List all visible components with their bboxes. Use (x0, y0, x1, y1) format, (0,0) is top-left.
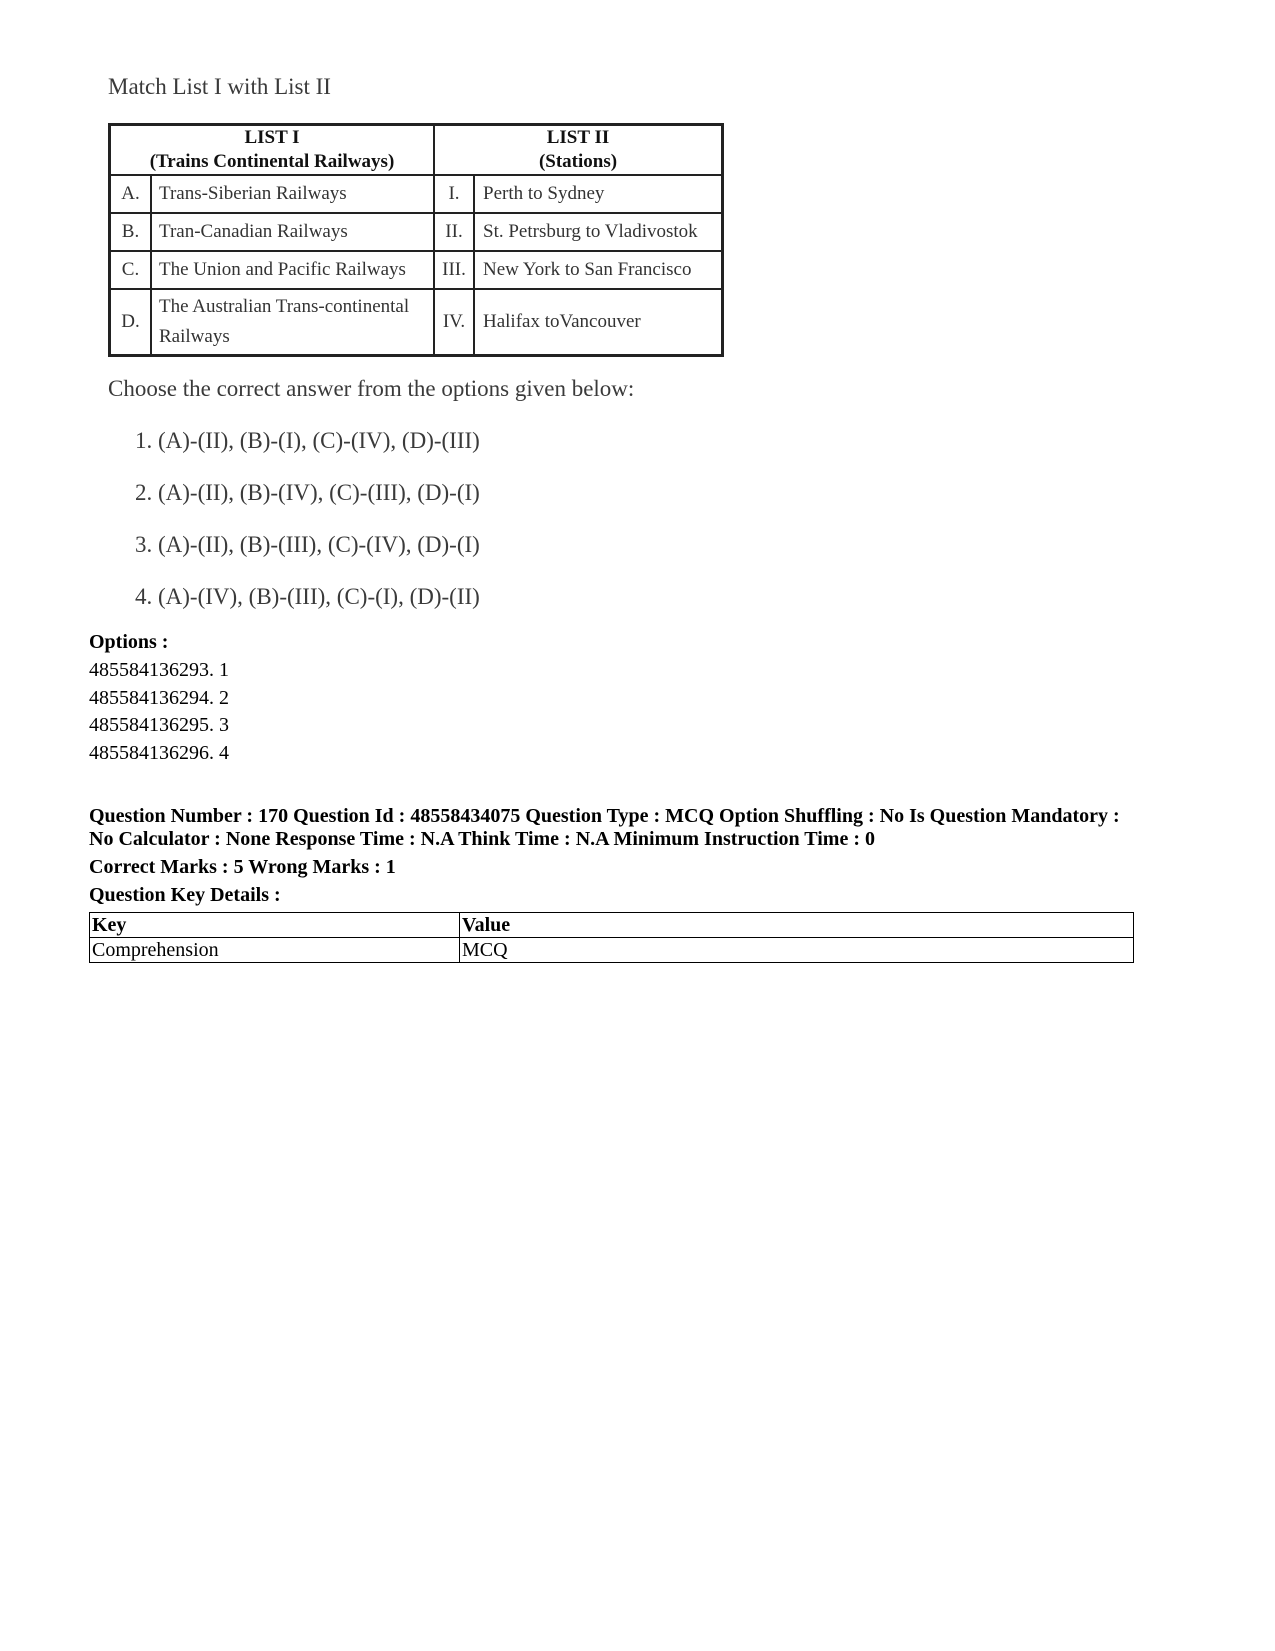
answer-option-1: 1. (A)-(II), (B)-(I), (C)-(IV), (D)-(III) (135, 428, 480, 453)
match-table (108, 123, 724, 357)
table-row: Comprehension MCQ (90, 938, 1134, 963)
option-id-line: 485584136293. 1 (89, 659, 229, 681)
question-metadata: Question Number : 170 Question Id : 48558434075 Question Type : MCQ Option Shuffling : No Is Question Mandatory : No Calculator : None Response Time : N.A Think Time : N.A Minimum Instruction Time : 0 (89, 805, 1120, 850)
list1-header: LIST I (Trains Continental Railways) (110, 125, 435, 176)
list2-header: LIST II (Stations) (434, 125, 723, 176)
table-row: C. The Union and Pacific Railways III. New York to San Francisco (110, 251, 723, 289)
table-row: B. Tran-Canadian Railways II. St. Petrsburg to Vladivostok (110, 213, 723, 251)
question-intro: Match List I with List II (108, 74, 331, 99)
choose-instruction: Choose the correct answer from the options given below: (108, 376, 635, 401)
key-details-table (89, 912, 1134, 963)
option-id-line: 485584136294. 2 (89, 687, 229, 709)
option-id-line: 485584136295. 3 (89, 714, 229, 736)
option-id-line: 485584136296. 4 (89, 742, 229, 764)
marks-line: Correct Marks : 5 Wrong Marks : 1 (89, 856, 396, 878)
table-row: A. Trans-Siberian Railways I. Perth to Sydney (110, 175, 723, 213)
answer-option-2: 2. (A)-(II), (B)-(IV), (C)-(III), (D)-(I) (135, 480, 480, 505)
answer-option-4: 4. (A)-(IV), (B)-(III), (C)-(I), (D)-(II) (135, 584, 480, 609)
table-row: D. The Australian Trans-continental Railways IV. Halifax toVancouver (110, 289, 723, 355)
key-details-title: Question Key Details : (89, 884, 281, 906)
options-title: Options : (89, 631, 169, 653)
answer-option-3: 3. (A)-(II), (B)-(III), (C)-(IV), (D)-(I) (135, 532, 480, 557)
table-header-row: Key Value (90, 913, 1134, 938)
